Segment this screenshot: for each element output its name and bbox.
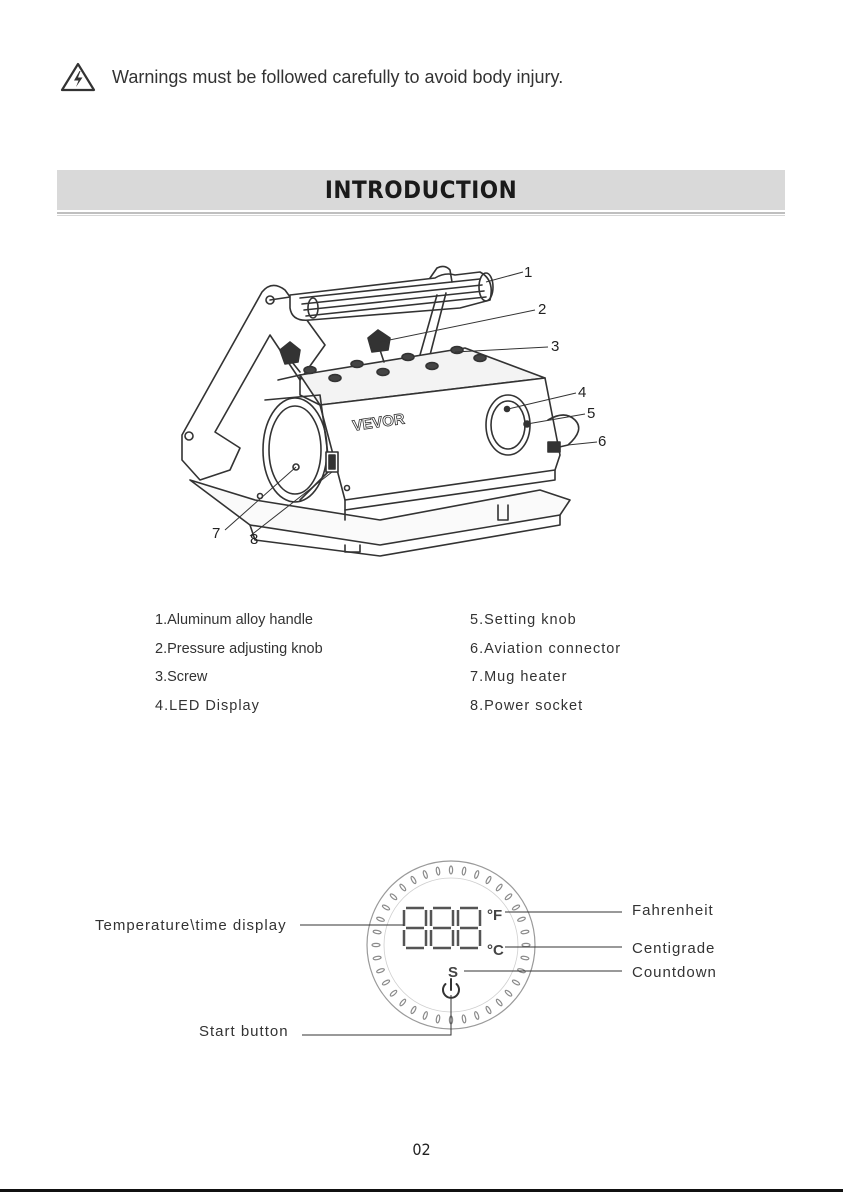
parts-list-right — [470, 606, 621, 720]
centigrade-unit: °C — [487, 942, 504, 959]
countdown-label: Countdown — [632, 964, 717, 981]
part-item: 5.Setting knob — [470, 612, 577, 628]
display-diagram — [0, 840, 843, 1050]
part-item: 2.Pressure adjusting knob — [155, 640, 323, 657]
callout-1: 1 — [524, 264, 533, 281]
start-button-label: Start button — [199, 1023, 289, 1040]
callout-8: 8 — [250, 531, 259, 548]
page-number: 02 — [412, 1140, 431, 1159]
callout-3: 3 — [551, 338, 560, 355]
section-title: INTRODUCTION — [324, 176, 518, 204]
fahrenheit-label: Fahrenheit — [632, 902, 714, 919]
part-item: 3.Screw — [155, 669, 208, 685]
parts-list-left — [155, 606, 323, 720]
part-item: 8.Power socket — [470, 697, 584, 714]
part-item: 4.LED Display — [155, 697, 260, 714]
callout-2: 2 — [538, 301, 547, 318]
part-item: 1.Aluminum alloy handle — [155, 612, 313, 628]
callout-7: 7 — [212, 525, 221, 542]
part-item: 6.Aviation connector — [470, 640, 622, 657]
countdown-symbol: S — [448, 964, 459, 981]
part-item: 7.Mug heater — [470, 669, 568, 685]
fahrenheit-unit: °F — [487, 907, 503, 924]
callout-6: 6 — [598, 433, 607, 450]
callout-5: 5 — [587, 405, 596, 422]
callout-4: 4 — [578, 384, 587, 401]
brand-logo: VEVOR — [351, 410, 406, 435]
temperature-time-label: Temperature\time display — [95, 917, 287, 934]
centigrade-label: Centigrade — [632, 940, 716, 957]
warning-text: Warnings must be followed carefully to avoid body injury. — [112, 66, 564, 87]
